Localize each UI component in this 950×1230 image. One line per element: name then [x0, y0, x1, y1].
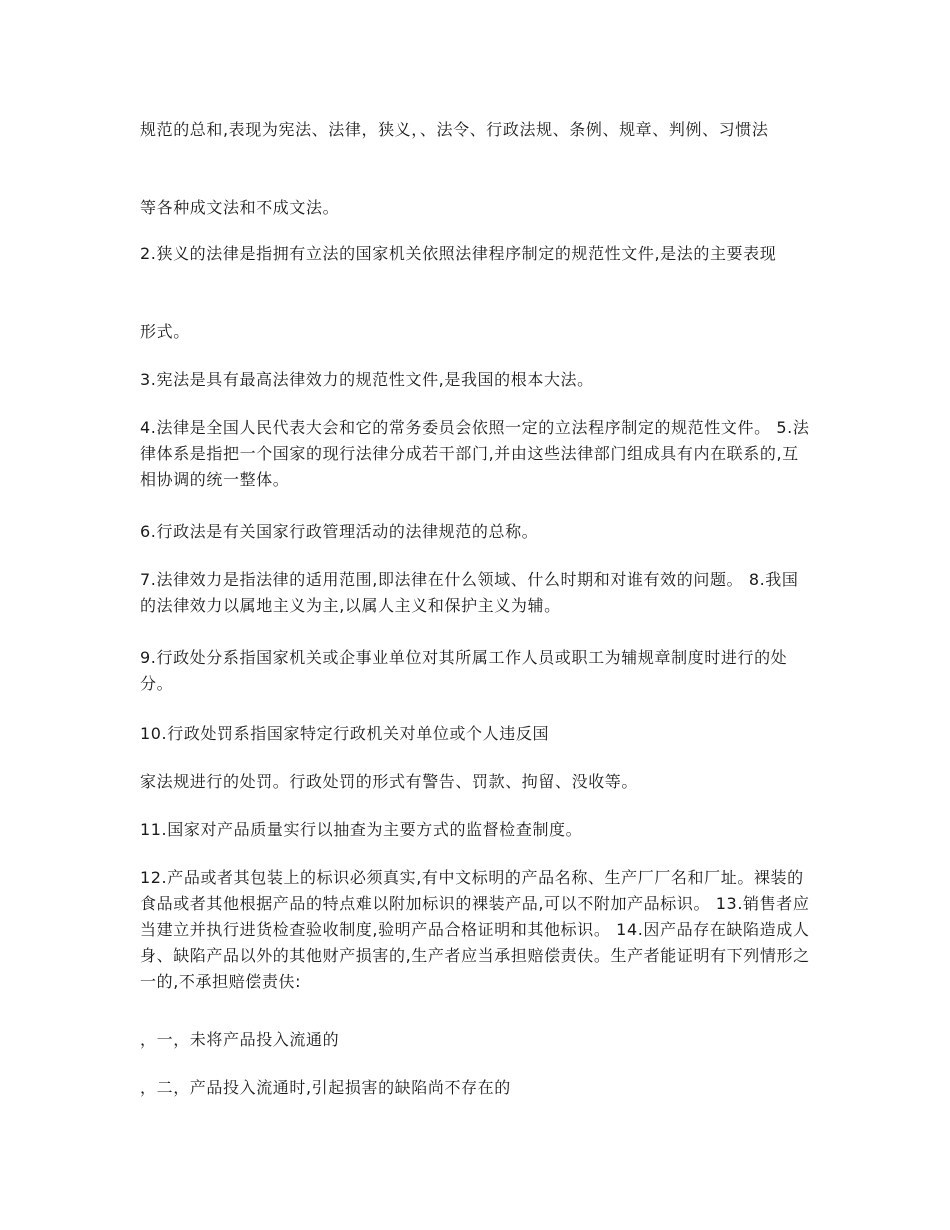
paragraph-item-10-continued: 家法规进行的处罚。行政处罚的形式有警告、罚款、拘留、没收等。 — [140, 772, 639, 791]
paragraph-item-2-continued: 形式。 — [140, 322, 190, 341]
list-item-exemption-1: ，一，未将产品投入流通的 — [140, 1030, 340, 1049]
paragraph-items-7-8: 7.法律效力是指法律的适用范围,即法律在什么领域、什么时期和对谁有效的问题。 8.我国的法律效力以属地主义为主,以属人主义和保护主义为辅。 — [140, 570, 799, 615]
paragraph-item-6: 6.行政法是有关国家行政管理活动的法律规范的总称。 — [140, 522, 539, 541]
paragraph-written-unwritten-law: 等各种成文法和不成文法。 — [140, 198, 340, 217]
paragraph-items-12-14: 12.产品或者其包装上的标识必须真实,有中文标明的产品名称、生产厂厂名和厂址。裸装的食品或者其他根据产品的特点难以附加标识的裸装产品,可以不附加产品标识。 13.销售者应当建立并执行进货检查验收制度,验明产品合格证明和其他标识。 14.因产品存在缺陷造成人身、缺陷产品以外的其他财产损害的,生产者应当承担赔偿责伕。生产者能证明有下列情形之一的,不承担赔偿责伕: — [140, 868, 810, 991]
list-item-exemption-2: ，二，产品投入流通时,引起损害的缺陷尚不存在的 — [140, 1078, 511, 1097]
paragraph-item-10: 10.行政处罚系指国家特定行政机关对单位或个人违反国 — [140, 724, 550, 743]
paragraph-legal-norms-definition: 规范的总和,表现为宪法、法律，狭义，、法令、行政法规、条例、规章、判例、习惯法 — [140, 120, 769, 139]
paragraph-item-3: 3.宪法是具有最高法律效力的规范性文件,是我国的根本大法。 — [140, 370, 594, 389]
paragraph-item-11: 11.国家对产品质量实行以抽查为主要方式的监督检查制度。 — [140, 820, 583, 839]
paragraph-item-9: 9.行政处分系指国家机关或企事业单位对其所属工作人员或职工为辅规章制度时进行的处分。 — [140, 648, 788, 693]
paragraph-items-4-5: 4.法律是全国人民代表大会和它的常务委员会依照一定的立法程序制定的规范性文件。 5.法律体系是指把一个国家的现行法律分成若干部门,并由这些法律部门组成具有内在联系的,互相协调的统一整体。 — [140, 418, 810, 489]
paragraph-item-2: 2.狭义的法律是指拥有立法的国家机关依照法律程序制定的规范性文件,是法的主要表现 — [140, 244, 777, 263]
